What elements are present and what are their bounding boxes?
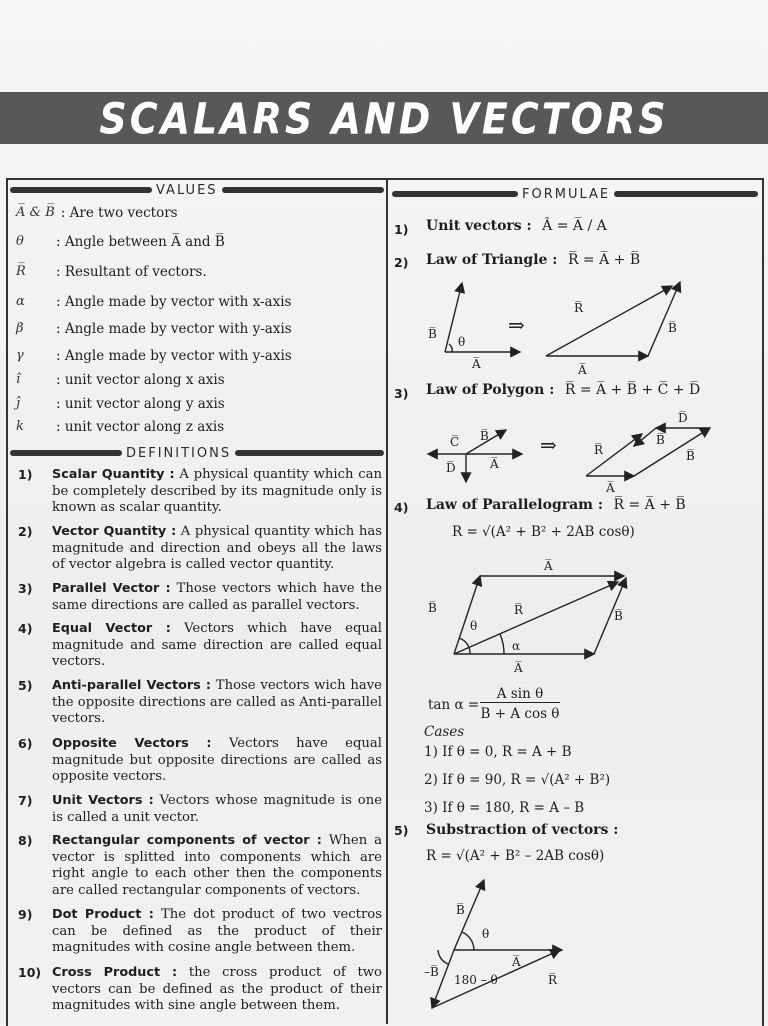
definition-term: Scalar Quantity :	[52, 467, 175, 482]
value-description: : unit vector along y axis	[56, 396, 225, 412]
formula-expression: R̅ = A̅ + B̅ + C̅ + D̅	[564, 382, 701, 398]
formula-expression: Â = A̅ / A	[542, 218, 607, 234]
subtraction-magnitude: R = √(A² + B² – 2AB cosθ)	[426, 848, 605, 864]
label-b: B̅	[456, 903, 465, 917]
label-a: A̅	[544, 559, 553, 573]
formula-number: 3)	[394, 386, 409, 401]
parallelogram-magnitude: R = √(A² + B² + 2AB cosθ)	[452, 524, 635, 540]
label-r: R̅	[514, 603, 524, 617]
value-symbol: β	[16, 321, 24, 336]
implies-symbol: ⇒	[508, 313, 525, 337]
implies-symbol: ⇒	[540, 433, 557, 457]
label-theta: θ	[458, 335, 466, 349]
tan-denominator: B + A cos θ	[480, 706, 560, 722]
values-heading-label: VALUES	[156, 182, 218, 198]
label-c: C̅	[450, 435, 460, 449]
definition-number: 10)	[18, 965, 42, 980]
vector-b-arrow	[648, 282, 680, 356]
definition-text: the cross product of two vectors can be defined as the product of their magnitudes with sine angle between them.	[52, 965, 382, 1014]
value-symbol: θ	[16, 234, 24, 249]
angle-arc-alpha	[500, 634, 504, 654]
label-d: D̅	[446, 461, 456, 475]
parallelogram-law-diagram	[454, 576, 626, 654]
angle-arc	[449, 344, 452, 352]
angle-arc-theta	[462, 932, 474, 950]
formulae-heading-label: FORMULAE	[522, 186, 611, 202]
triangle-law-diagram	[445, 282, 680, 356]
value-description: : Resultant of vectors.	[56, 264, 207, 280]
tan-numerator: A sin θ	[480, 686, 560, 703]
label-a: A̅	[606, 481, 615, 495]
vector-b-arrow	[634, 428, 710, 476]
definition-text: Vectors whose magnitude is one is called a unit vector.	[52, 793, 383, 825]
value-description: : Angle between A̅ and B̅	[56, 234, 225, 250]
formula-number: 5)	[394, 823, 409, 838]
label-b: B̅	[656, 433, 665, 447]
definition-text: Those vectors wich have the opposite directions are called as Anti-parallel vectors.	[52, 678, 382, 727]
case-item: 2) If θ = 90, R = √(A² + B²)	[424, 772, 611, 788]
formula-number: 4)	[394, 500, 409, 515]
formula-expression: R̅ = A̅ + B̅	[567, 252, 641, 268]
resultant-arrow	[454, 582, 618, 654]
value-description: : Angle made by vector with y-axis	[56, 348, 292, 364]
tan-alpha-label: tan α =	[428, 697, 480, 713]
definition-text: Vectors which have equal magnitude and same direction are called equal vectors.	[52, 621, 382, 670]
value-description: : Angle made by vector with y-axis	[56, 321, 292, 337]
definition-term: Rectangular components of vector :	[52, 833, 322, 848]
value-symbol: î	[16, 372, 21, 387]
formula-label: Law of Triangle :	[426, 252, 558, 268]
polygon-law-formula	[426, 382, 700, 398]
label-theta: θ	[470, 619, 478, 633]
definition-term: Dot Product :	[52, 907, 154, 922]
value-symbol: k	[16, 419, 24, 434]
label-a: A̅	[490, 457, 499, 471]
polygon-law-diagram	[428, 428, 710, 482]
label-b: B̅	[428, 327, 437, 341]
label-a: A̅	[578, 363, 587, 377]
value-symbol: A̅ & B̅	[16, 205, 55, 220]
value-symbol: ĵ	[16, 396, 21, 411]
definition-text: A physical quantity which can be completely described by its magnitude only is known as scalar quantity.	[52, 467, 382, 516]
formula-expression: R̅ = A̅ + B̅	[613, 497, 686, 513]
value-description: : Angle made by vector with x-axis	[56, 294, 292, 310]
vector-b-arrow	[454, 576, 480, 654]
label-b: B̅	[668, 321, 677, 335]
formula-number: 2)	[394, 255, 409, 270]
definition-number: 5)	[18, 678, 33, 693]
definitions-heading-label: DEFINITIONS	[126, 445, 232, 461]
definition-number: 6)	[18, 736, 33, 751]
value-description: : Are two vectors	[60, 205, 178, 221]
label-r: R̅	[594, 443, 604, 457]
label-b: B̅	[480, 429, 489, 443]
case-item: 1) If θ = 0, R = A + B	[424, 744, 572, 760]
label-r: R̅	[574, 301, 584, 315]
definition-term: Equal Vector :	[52, 621, 171, 636]
label-supplementary-angle: 180 – θ	[454, 973, 498, 987]
value-description: : unit vector along x axis	[56, 372, 225, 388]
definition-term: Unit Vectors :	[52, 793, 154, 808]
definition-term: Cross Product :	[52, 965, 178, 980]
angle-arc-supp	[438, 950, 448, 964]
label-b: B̅	[428, 601, 437, 615]
definition-number: 9)	[18, 907, 33, 922]
label-minus-b: –B̅	[424, 965, 439, 979]
value-symbol: R̅	[16, 264, 26, 279]
definition-number: 7)	[18, 793, 33, 808]
definition-number: 1)	[18, 467, 33, 482]
value-description: : unit vector along z axis	[56, 419, 225, 435]
label-b: B̅	[614, 609, 623, 623]
case-item: 3) If θ = 180, R = A – B	[424, 800, 585, 816]
value-symbol: α	[16, 294, 25, 309]
definition-text: Those vectors which have the same directions are called as parallel vectors.	[52, 581, 383, 613]
definition-term: Opposite Vectors :	[52, 736, 212, 751]
formula-label: Unit vectors :	[426, 218, 532, 234]
label-a: A̅	[472, 357, 481, 371]
label-alpha: α	[512, 639, 521, 653]
definition-term: Anti-parallel Vectors :	[52, 678, 211, 693]
definition-text: When a vector is splitted into components which are right angle to each other then the components are called rectangular components of vectors.	[52, 833, 382, 898]
subtraction-diagram	[432, 880, 562, 1008]
cases-heading: Cases	[424, 724, 465, 740]
definition-number: 3)	[18, 581, 33, 596]
parallelogram-law-formula	[426, 497, 686, 513]
label-d: D̅	[678, 411, 688, 425]
label-theta: θ	[482, 927, 490, 941]
formula-label: Law of Polygon :	[426, 382, 555, 398]
definition-number: 8)	[18, 833, 33, 848]
label-a: A̅	[512, 955, 521, 969]
definition-term: Parallel Vector :	[52, 581, 171, 596]
formula-label: Law of Parallelogram :	[426, 497, 604, 513]
definition-number: 2)	[18, 524, 33, 539]
definition-text: The dot product of two vectros can be defined as the product of their magnitudes with cosine angle between them.	[52, 907, 382, 956]
definition-text: A physical quantity which has magnitude and direction and obeys all the laws of vector algebra is called vector quantity.	[52, 524, 382, 573]
formula-number: 1)	[394, 222, 409, 237]
formula-label: Substraction of vectors :	[426, 822, 619, 838]
label-r: R̅	[548, 973, 558, 987]
label-a: A̅	[514, 661, 523, 675]
value-symbol: γ	[16, 348, 24, 363]
definition-term: Vector Quantity :	[52, 524, 177, 539]
label-b: B̅	[686, 449, 695, 463]
subtraction-formula	[426, 822, 618, 838]
definition-text: Vectors have equal magnitude but opposite directions are called as opposite vectors.	[52, 736, 382, 785]
page-title: SCALARS AND VECTORS	[99, 94, 669, 144]
definition-number: 4)	[18, 621, 33, 636]
